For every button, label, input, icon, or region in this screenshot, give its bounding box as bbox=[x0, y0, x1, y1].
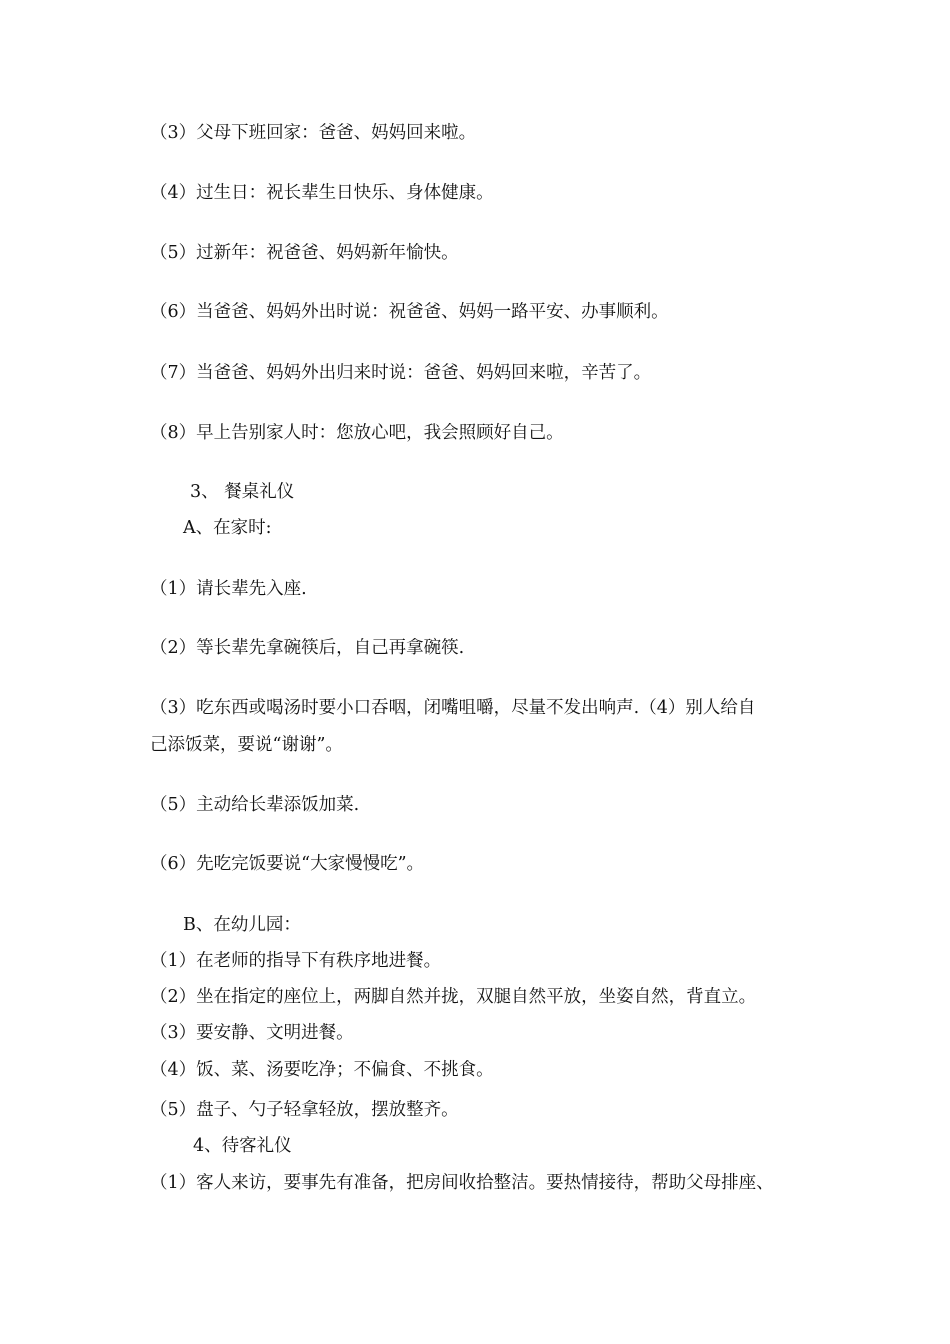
section-heading: 4、待客礼仪 bbox=[193, 1136, 292, 1156]
text-line: （1）请长辈先入座. bbox=[150, 579, 307, 599]
subsection-heading: B、在幼儿园： bbox=[183, 915, 301, 935]
text-line: （3）父母下班回家：爸爸、妈妈回来啦。 bbox=[150, 123, 477, 143]
text-line: （1）在老师的指导下有秩序地进餐。 bbox=[150, 951, 442, 971]
text-line: （6）先吃完饭要说“大家慢慢吃”。 bbox=[150, 854, 425, 874]
text-line: （2）等长辈先拿碗筷后，自己再拿碗筷. bbox=[150, 638, 465, 658]
text-line: （6）当爸爸、妈妈外出时说：祝爸爸、妈妈一路平安、办事顺利。 bbox=[150, 302, 669, 322]
text-line: （5）过新年：祝爸爸、妈妈新年愉快。 bbox=[150, 243, 459, 263]
text-line: （4）过生日：祝长辈生日快乐、身体健康。 bbox=[150, 183, 494, 203]
text-line: （4）饭、菜、汤要吃净；不偏食、不挑食。 bbox=[150, 1060, 494, 1080]
text-line: （2）坐在指定的座位上，两脚自然并拢，双腿自然平放，坐姿自然，背直立。 bbox=[150, 987, 757, 1007]
section-heading: 3、 餐桌礼仪 bbox=[190, 482, 295, 502]
text-line: （3）吃东西或喝汤时要小口吞咽，闭嘴咀嚼，尽量不发出响声.（4）别人给自 bbox=[150, 698, 756, 718]
text-line: 己添饭菜，要说“谢谢”。 bbox=[150, 735, 343, 755]
subsection-heading: A、在家时: bbox=[183, 518, 272, 538]
text-line: （8）早上告别家人时：您放心吧，我会照顾好自己。 bbox=[150, 423, 564, 443]
text-line: （1）客人来访，要事先有准备，把房间收拾整洁。要热情接待，帮助父母排座、 bbox=[150, 1173, 774, 1193]
text-line: （5）主动给长辈添饭加菜. bbox=[150, 795, 360, 815]
text-line: （5）盘子、勺子轻拿轻放，摆放整齐。 bbox=[150, 1100, 459, 1120]
text-line: （3）要安静、文明进餐。 bbox=[150, 1023, 354, 1043]
text-line: （7）当爸爸、妈妈外出归来时说：爸爸、妈妈回来啦，辛苦了。 bbox=[150, 363, 652, 383]
